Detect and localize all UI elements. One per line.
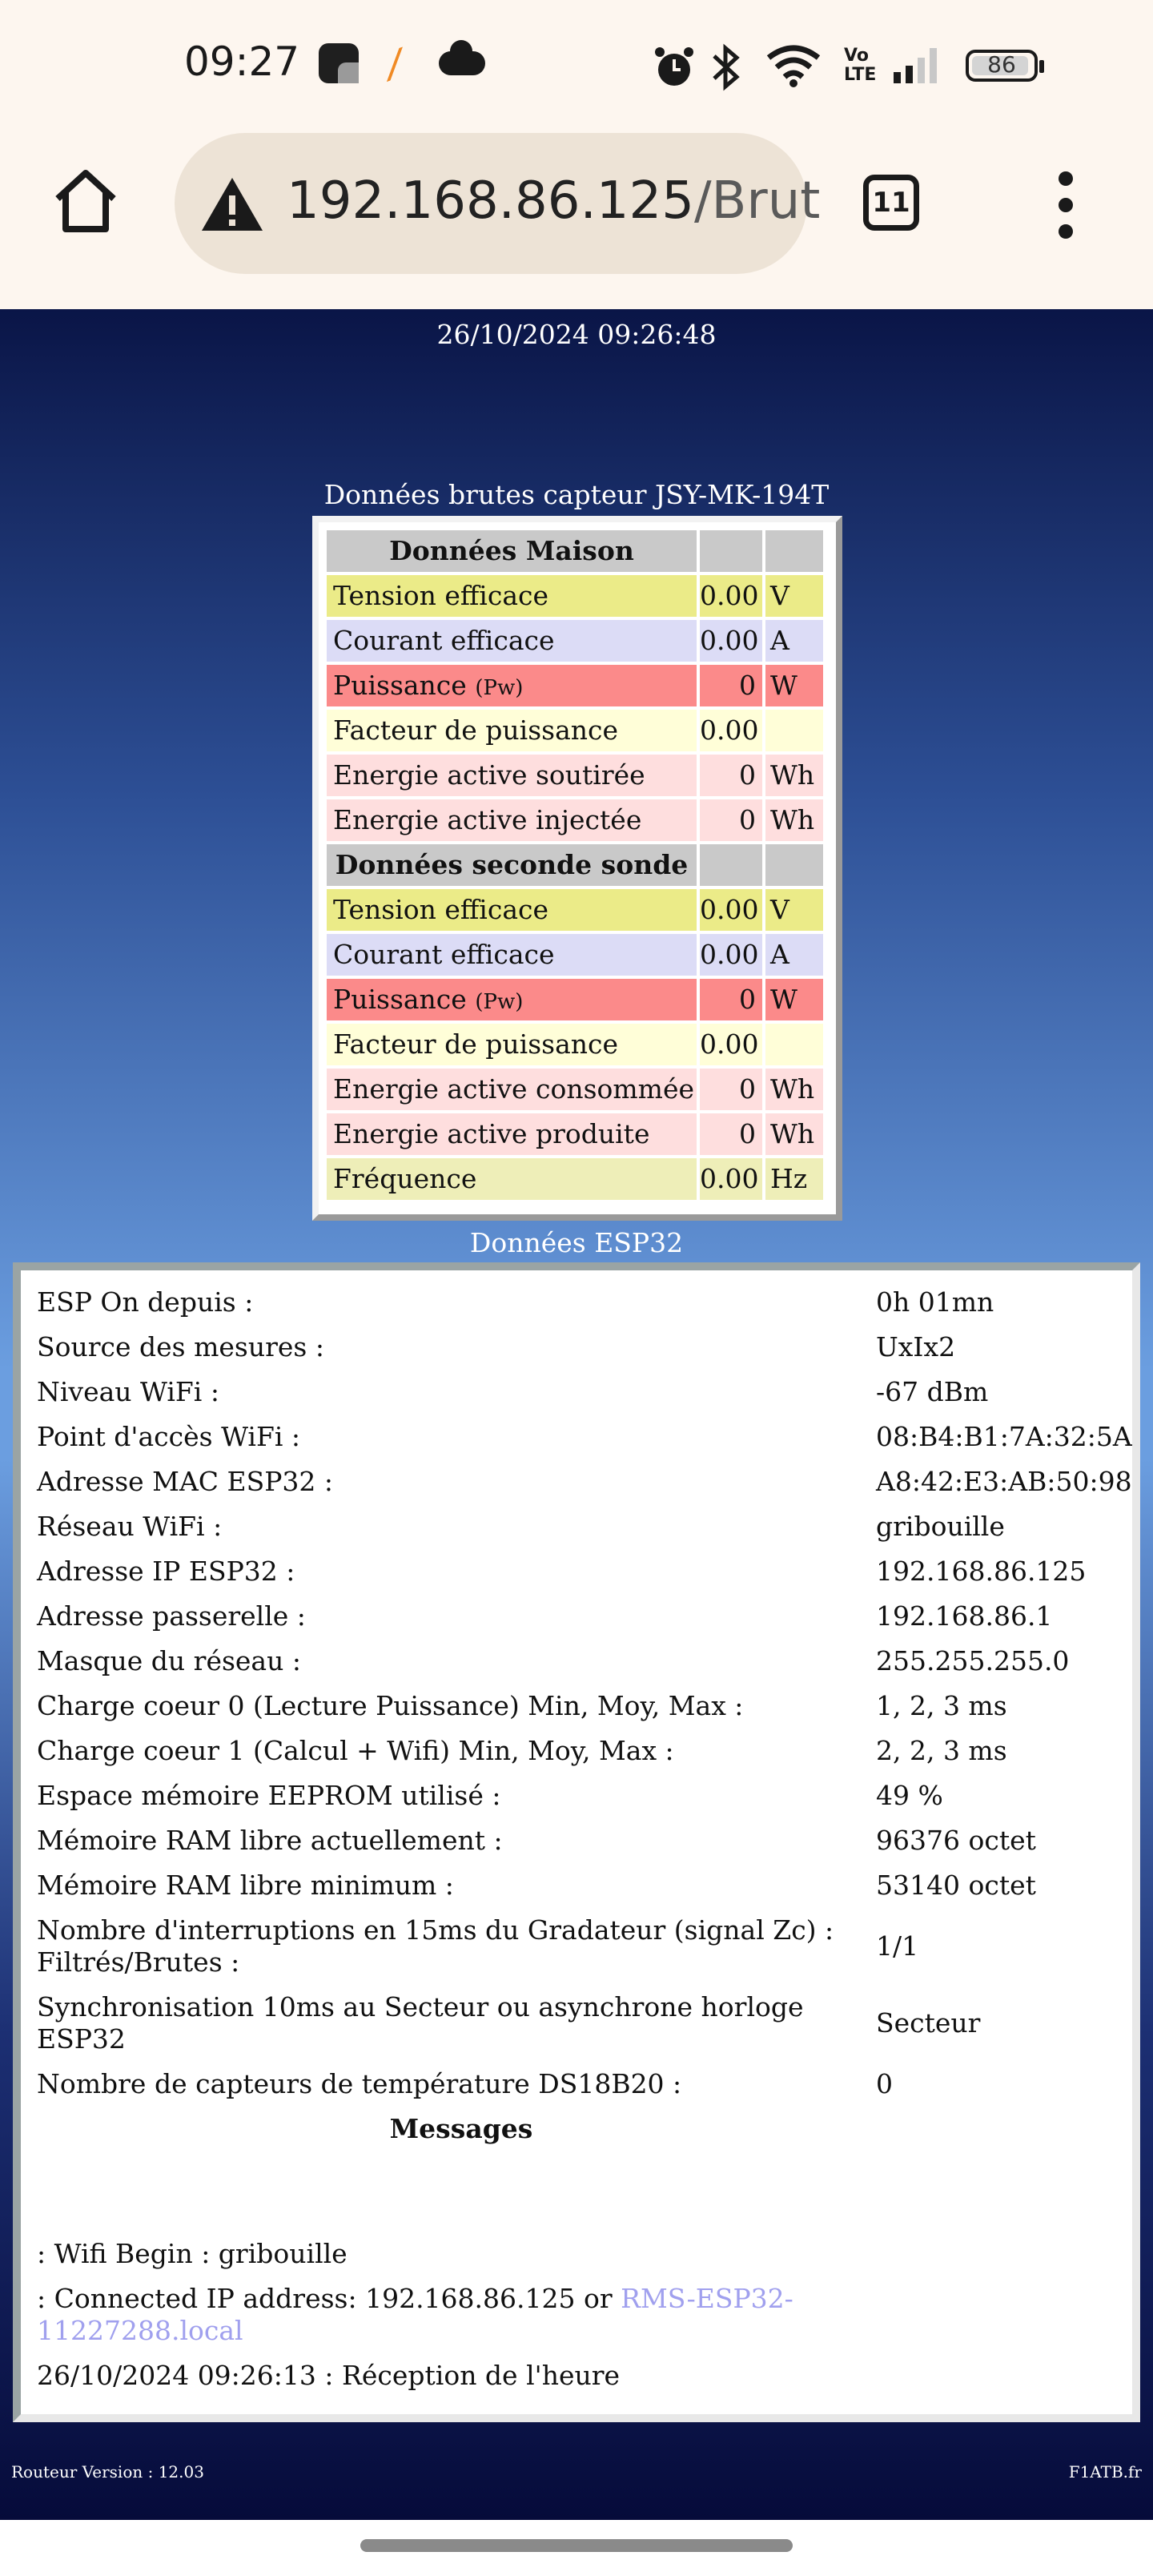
app-notification-icon xyxy=(319,43,359,83)
row-value: 0 xyxy=(700,755,762,796)
row-label: Point d'accès WiFi : xyxy=(37,1421,301,1452)
row-unit: V xyxy=(765,889,823,931)
probe2-title: Données seconde sonde xyxy=(327,844,697,886)
row-unit: W xyxy=(765,979,823,1020)
row-label: Tension efficace xyxy=(327,575,697,617)
row-value: 49 % xyxy=(876,1780,943,1811)
status-bar xyxy=(0,0,1153,128)
row-label: Réseau WiFi : xyxy=(37,1511,223,1542)
row-value: 0.00 xyxy=(700,575,762,617)
row-label: Courant efficace xyxy=(327,934,697,976)
row-unit: A xyxy=(765,620,823,662)
row-value: 0 xyxy=(700,1069,762,1110)
esp-data-table xyxy=(13,1262,1140,2422)
overflow-menu-icon[interactable] xyxy=(1054,171,1078,239)
row-value: 0 xyxy=(700,665,762,706)
row-label: Adresse MAC ESP32 : xyxy=(37,1466,334,1497)
row-label: Facteur de puissance xyxy=(327,1024,697,1065)
message-line: : Wifi Begin : gribouille xyxy=(37,2238,348,2269)
row-label: Nombre d'interruptions en 15ms du Gradateur (signal Zc) : Filtrés/Brutes : xyxy=(37,1914,834,1978)
row-value: 08:B4:B1:7A:32:5A xyxy=(876,1421,1132,1452)
row-label-text: Puissance xyxy=(333,984,476,1015)
sensor-data-table xyxy=(312,516,842,1221)
row-value: 192.168.86.125 xyxy=(876,1556,1087,1587)
battery-level: 86 xyxy=(987,51,1016,78)
wifi-icon xyxy=(765,43,822,88)
row-label: Mémoire RAM libre actuellement : xyxy=(37,1825,503,1856)
row-value: 0.00 xyxy=(700,1024,762,1065)
row-value: 0 xyxy=(700,1113,762,1155)
row-unit: Wh xyxy=(765,1069,823,1110)
row-label-note: (Pw) xyxy=(475,676,524,700)
row-label: Charge coeur 0 (Lecture Puissance) Min, Moy, Max : xyxy=(37,1690,744,1721)
row-label xyxy=(327,979,697,1020)
row-value: 53140 octet xyxy=(876,1870,1036,1901)
row-label-text: Puissance xyxy=(333,670,476,701)
url-host: 192.168.86.125 xyxy=(287,171,694,231)
row-value: A8:42:E3:AB:50:98 xyxy=(876,1466,1132,1497)
row-unit: Wh xyxy=(765,1113,823,1155)
url-text xyxy=(287,171,820,231)
row-unit: A xyxy=(765,934,823,976)
message-line xyxy=(37,2283,838,2347)
row-value: 0 xyxy=(876,2068,893,2099)
row-value: gribouille xyxy=(876,1511,1005,1542)
status-time: 09:27 xyxy=(184,38,300,85)
gesture-nav-bar xyxy=(0,2520,1153,2576)
mdns-link[interactable]: RMS-ESP32-11227288.local xyxy=(37,2283,793,2346)
strava-notification-icon: ⟋ xyxy=(376,42,414,89)
row-label: Nombre de capteurs de température DS18B20 : xyxy=(37,2068,682,2099)
row-label: Charge coeur 1 (Calcul + Wifi) Min, Moy, Max : xyxy=(37,1735,674,1766)
row-value: 0.00 xyxy=(700,889,762,931)
row-label: Masque du réseau : xyxy=(37,1645,301,1676)
row-value: 1/1 xyxy=(876,1930,919,1962)
row-value: 0 xyxy=(700,979,762,1020)
row-label: Facteur de puissance xyxy=(327,710,697,751)
url-path: /Brut xyxy=(693,171,821,231)
house-title: Données Maison xyxy=(327,530,697,572)
alarm-icon xyxy=(652,45,697,90)
row-label: Espace mémoire EEPROM utilisé : xyxy=(37,1780,501,1811)
row-value: 0 xyxy=(700,799,762,841)
tab-switcher-button[interactable]: 11 xyxy=(863,175,919,231)
battery-icon xyxy=(966,50,1038,82)
row-value: 0h 01mn xyxy=(876,1286,994,1318)
row-label: Fréquence xyxy=(327,1158,697,1200)
row-label: Mémoire RAM libre minimum : xyxy=(37,1870,454,1901)
row-label: ESP On depuis : xyxy=(37,1286,254,1318)
row-label: Synchronisation 10ms au Secteur ou asynchrone horloge ESP32 xyxy=(37,1991,804,2055)
row-label: Niveau WiFi : xyxy=(37,1376,219,1407)
row-unit xyxy=(765,710,823,751)
not-secure-warning-icon[interactable] xyxy=(199,175,266,234)
row-unit: V xyxy=(765,575,823,617)
row-label: Source des mesures : xyxy=(37,1331,324,1362)
message-line: 26/10/2024 09:26:13 : Réception de l'heure xyxy=(37,2360,621,2391)
sensor-table-caption: Données brutes capteur JSY-MK-194T xyxy=(323,479,830,510)
row-value: 0.00 xyxy=(700,620,762,662)
row-label: Energie active soutirée xyxy=(327,755,697,796)
cloud-icon xyxy=(439,51,485,75)
row-label: Energie active injectée xyxy=(327,799,697,841)
row-label: Courant efficace xyxy=(327,620,697,662)
row-value: 96376 octet xyxy=(876,1825,1036,1856)
messages-title: Messages xyxy=(389,2113,533,2144)
row-unit: Wh xyxy=(765,755,823,796)
home-icon[interactable] xyxy=(50,165,122,237)
row-unit: Wh xyxy=(765,799,823,841)
row-value: 2, 2, 3 ms xyxy=(876,1735,1007,1766)
esp-table-caption: Données ESP32 xyxy=(469,1227,684,1258)
address-bar[interactable] xyxy=(175,133,821,274)
home-gesture-handle[interactable] xyxy=(360,2539,793,2552)
row-unit: Hz xyxy=(765,1158,823,1200)
signal-icon xyxy=(892,46,948,85)
row-value: UxIx2 xyxy=(876,1331,956,1362)
row-unit xyxy=(765,1024,823,1065)
row-value: Secteur xyxy=(876,2007,981,2039)
row-value: 1, 2, 3 ms xyxy=(876,1690,1007,1721)
page-content xyxy=(0,309,1153,2520)
row-label: Tension efficace xyxy=(327,889,697,931)
row-value: -67 dBm xyxy=(876,1376,989,1407)
current-datetime: 26/10/2024 09:26:48 xyxy=(436,319,717,350)
router-version: Routeur Version : 12.03 xyxy=(11,2462,204,2481)
bluetooth-icon xyxy=(708,43,748,91)
volte-icon: Vo LTE xyxy=(844,46,877,85)
row-label: Adresse IP ESP32 : xyxy=(37,1556,295,1587)
row-value: 192.168.86.1 xyxy=(876,1600,1053,1632)
row-value: 0.00 xyxy=(700,934,762,976)
footer-site: F1ATB.fr xyxy=(1068,2462,1142,2481)
row-label: Energie active produite xyxy=(327,1113,697,1155)
row-value: 0.00 xyxy=(700,710,762,751)
row-value: 0.00 xyxy=(700,1158,762,1200)
row-label xyxy=(327,665,697,706)
row-label: Energie active consommée xyxy=(327,1069,697,1110)
row-label: Adresse passerelle : xyxy=(37,1600,306,1632)
row-label-note: (Pw) xyxy=(475,990,524,1014)
message-text: : Connected IP address: 192.168.86.125 or xyxy=(37,2283,621,2314)
row-unit: W xyxy=(765,665,823,706)
row-value: 255.255.255.0 xyxy=(876,1645,1070,1676)
